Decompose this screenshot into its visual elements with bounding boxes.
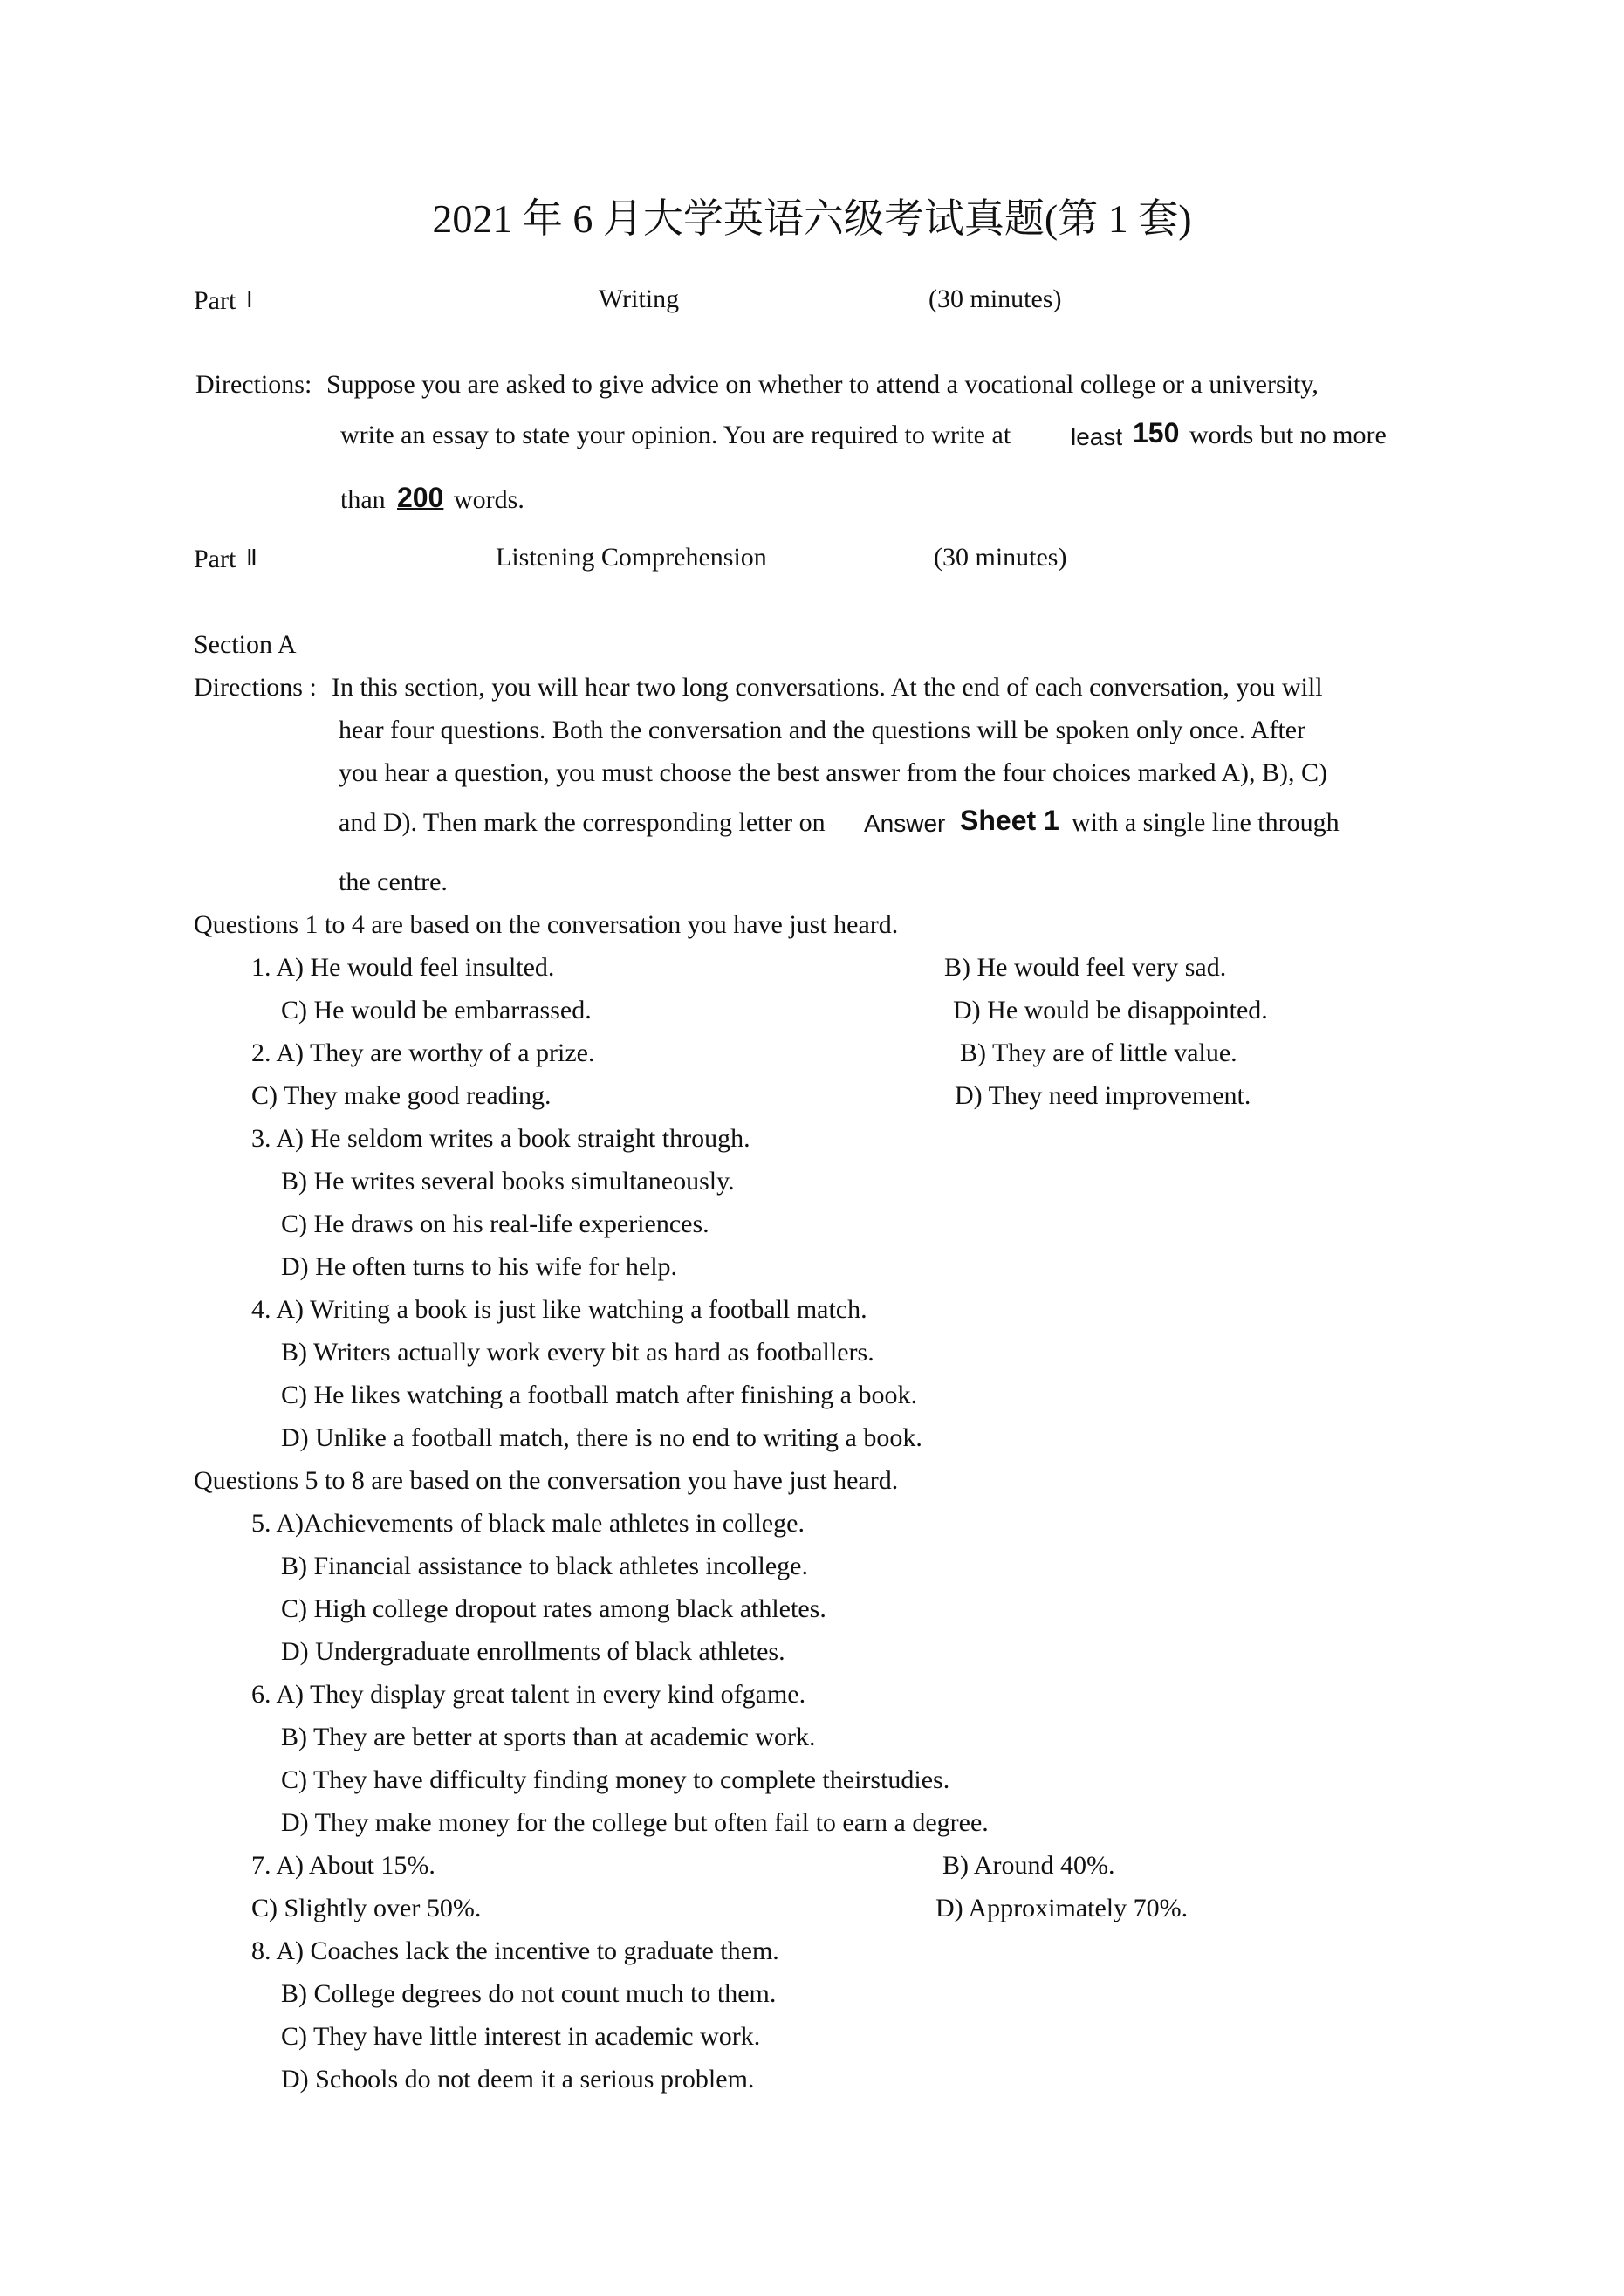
word-count-min: 150 (1133, 417, 1180, 449)
answer-option: 4. A) Writing a book is just like watching a football match. (251, 1295, 867, 1324)
answer-option: D) They make money for the college but often fail to earn a degree. (281, 1808, 989, 1837)
answer-option: D) Undergraduate enrollments of black athletes. (281, 1637, 785, 1666)
directions-label: Directions: (195, 370, 312, 399)
answer-option: 3. A) He seldom writes a book straight through. (251, 1124, 750, 1153)
part-2-name: Listening Comprehension (496, 543, 767, 572)
answer-option: D) He often turns to his wife for help. (281, 1252, 678, 1281)
answer-sheet-ref: Sheet 1 (960, 805, 1059, 836)
answer-option: C) They make good reading. (251, 1081, 552, 1110)
answer-option: B) Financial assistance to black athletes incollege. (281, 1552, 808, 1580)
answer-option: C) High college dropout rates among black athletes. (281, 1594, 826, 1623)
directions-line: words but no more (1189, 421, 1387, 449)
question-group-heading: Questions 1 to 4 are based on the conversation you have just heard. (194, 910, 899, 939)
part-1-name: Writing (599, 284, 680, 313)
answer-option: B) They are better at sports than at academic work. (281, 1723, 816, 1751)
directions-line: write an essay to state your opinion. You are required to write at (340, 421, 1011, 449)
answer-option: B) They are of little value. (960, 1038, 1237, 1067)
word-count-max: 200 (397, 482, 444, 513)
directions-line: In this section, you will hear two long conversations. At the end of each conversation, you will (332, 673, 1323, 702)
answer-option: C) He likes watching a football match after finishing a book. (281, 1381, 917, 1409)
answer-option: C) He would be embarrassed. (281, 996, 592, 1025)
answer-option: D) He would be disappointed. (953, 996, 1268, 1025)
answer-option: B) Writers actually work every bit as hard as footballers. (281, 1338, 874, 1367)
answer-option: C) They have little interest in academic work. (281, 2022, 761, 2051)
directions-line: Suppose you are asked to give advice on whether to attend a vocational college or a university, (326, 370, 1319, 399)
part-1-numeral: Ⅰ (246, 287, 253, 313)
part-2-time: (30 minutes) (934, 543, 1067, 572)
answer-option: C) They have difficulty finding money to complete theirstudies. (281, 1765, 950, 1794)
part-1-label: Part (194, 286, 236, 315)
directions-word: least (1071, 423, 1123, 450)
answer-option: D) Unlike a football match, there is no end to writing a book. (281, 1423, 922, 1452)
page-title: 2021 年 6 月大学英语六级考试真题(第 1 套) (432, 196, 1192, 241)
directions-line: you hear a question, you must choose the best answer from the four choices marked A), B), C) (339, 758, 1328, 787)
answer-option: D) Schools do not deem it a serious problem. (281, 2065, 755, 2094)
answer-option: B) College degrees do not count much to them. (281, 1979, 777, 2008)
answer-option: 6. A) They display great talent in every kind ofgame. (251, 1680, 806, 1709)
directions-label: Directions : (194, 673, 317, 702)
answer-option: 2. A) They are worthy of a prize. (251, 1038, 595, 1067)
directions-word: Answer (864, 810, 946, 837)
section-title: Section A (194, 630, 297, 659)
answer-option: B) He writes several books simultaneously. (281, 1167, 735, 1196)
directions-line: the centre. (339, 867, 448, 896)
answer-option: 1. A) He would feel insulted. (251, 953, 555, 982)
answer-option: D) Approximately 70%. (935, 1894, 1189, 1922)
answer-option: B) He would feel very sad. (944, 953, 1227, 982)
directions-line: and D). Then mark the corresponding letter on (339, 808, 826, 837)
part-1-time: (30 minutes) (928, 284, 1062, 313)
answer-option: 5. A)Achievements of black male athletes in college. (251, 1509, 805, 1538)
answer-option: 7. A) About 15%. (251, 1851, 435, 1880)
part-2-numeral: Ⅱ (246, 545, 257, 572)
answer-option: B) Around 40%. (942, 1851, 1115, 1880)
question-group-heading: Questions 5 to 8 are based on the conversation you have just heard. (194, 1466, 899, 1495)
part-2-label: Part (194, 545, 236, 573)
answer-option: C) Slightly over 50%. (251, 1894, 482, 1922)
answer-option: C) He draws on his real-life experiences. (281, 1210, 709, 1238)
directions-line: with a single line through (1072, 808, 1340, 837)
directions-line: than (340, 485, 386, 514)
directions-line: hear four questions. Both the conversation and the questions will be spoken only once. After (339, 716, 1306, 744)
answer-option: 8. A) Coaches lack the incentive to graduate them. (251, 1936, 779, 1965)
answer-option: D) They need improvement. (955, 1081, 1251, 1110)
directions-line: words. (454, 485, 524, 514)
